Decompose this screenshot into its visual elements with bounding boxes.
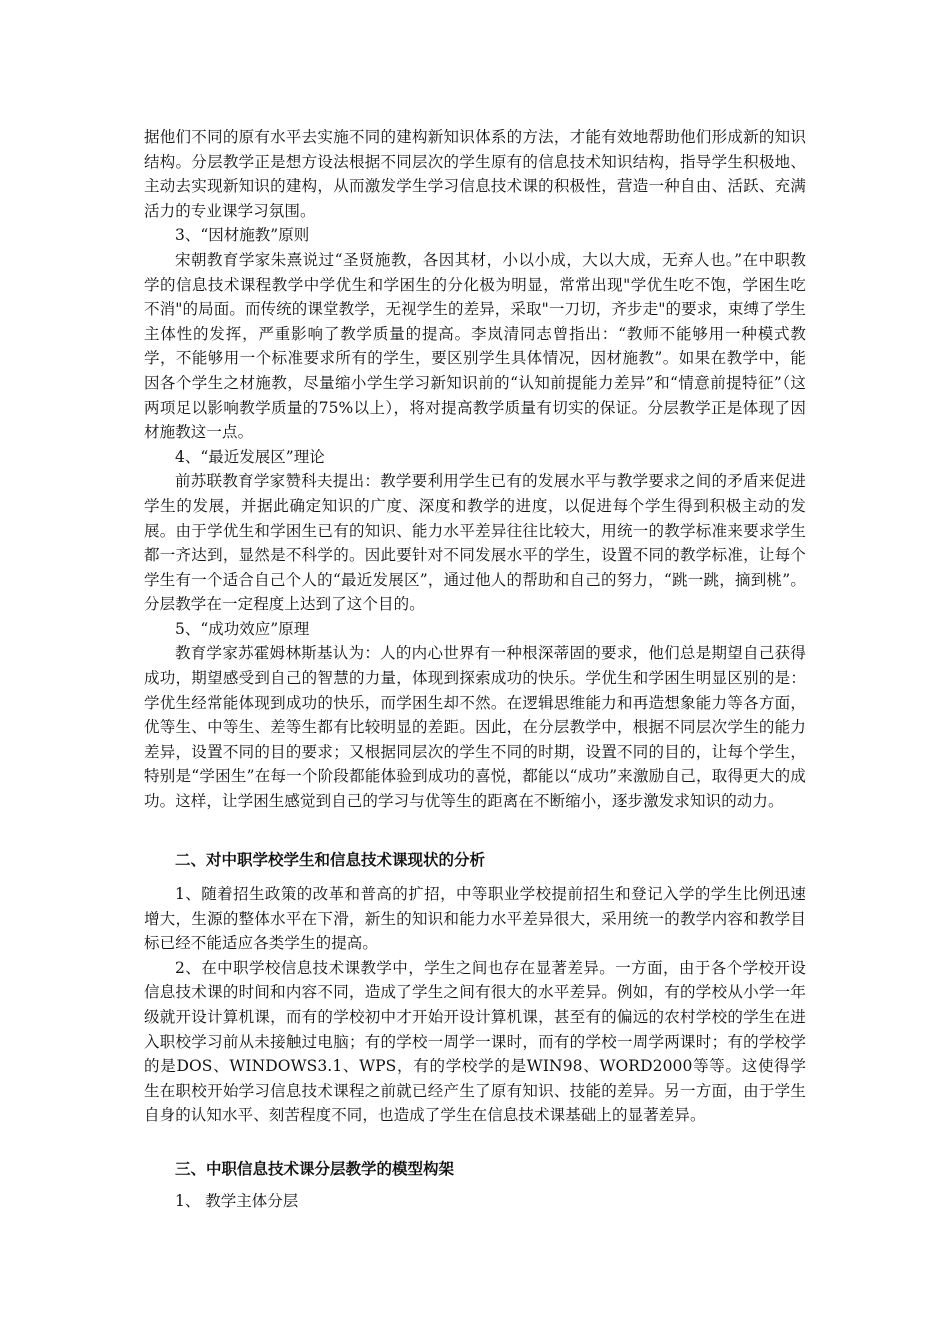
section-analysis-body — [144, 882, 806, 1128]
paragraph-teach-by-aptitude: 宋朝教育学家朱熹说过“圣贤施教，各因其材，小以小成，大以大成，无弃人也。”在中职教学的信息技术课程教学中学优生和学困生的分化极为明显，常常出现"学优生吃不饱，学困生吃不消"的局面。而传统的课堂教学，无视学生的差异，采取"一刀切，齐步走"的要求，束缚了学生主体性的发挥，严重影响了教学质量的提高。李岚清同志曾指出：“教师不能够用一种模式教学，不能够用一个标准要求所有的学生，要区别学生具体情况，因材施教”。如果在教学中，能因各个学生之材施教，尽量缩小学生学习新知识前的“认知前提能力差异”和“情意前提特征”（这两项足以影响教学质量的75%以上），将对提高教学质量有切实的保证。分层教学正是体现了因材施教这一点。 — [144, 250, 806, 442]
paragraph-success-effect: 教育学家苏霍姆林斯基认为：人的内心世界有一种根深蒂固的要求，他们总是期望自己获得成功，期望感受到自己的智慧的力量，体现到探索成功的快乐。学优生和学困生明显区别的是：学优生经常能体现到成功的快乐，而学困生却不然。在逻辑思维能力和再造想象能力等各方面，优等生、中等生、差等生都有比较明显的差距。因此，在分层教学中，根据不同层次学生的能力差异，设置不同的目的要求；又根据同层次的学生不同的时期，设置不同的目的，让每个学生，特别是“学困生”在每一个阶段都能体验到成功的喜悦，都能以“成功”来激励自己，取得更大的成功。这样，让学困生感觉到自己的学习与优等生的距离在不断缩小，逐步激发求知识的动力。 — [144, 644, 806, 811]
paragraph-analysis-1: 1、随着招生政策的改革和普高的扩招，中等职业学校提前招生和登记入学的学生比例迅速增大，生源的整体水平在下滑，新生的知识和能力水平差异很大，采用统一的教学内容和教学目标已经不能适应各类学生的提高。 — [144, 885, 806, 953]
paragraph-zone-of-proximal-development: 前苏联教育学家赞科夫提出：教学要利用学生已有的发展水平与教学要求之间的矛盾来促进学生的发展，并据此确定知识的广度、深度和教学的进度，以促进每个学生得到积极主动的发展。由于学优生和学困生已有的知识、能力水平差异往往比较大，用统一的教学标准来要求学生都一齐达到，显然是不科学的。因此要针对不同发展水平的学生，设置不同的教学标准，让每个学生有一个适合自己个人的“最近发展区”，通过他人的帮助和自己的努力，“跳一跳，摘到桃”。分层教学在一定程度上达到了这个目的。 — [144, 472, 806, 614]
paragraph-intro: 据他们不同的原有水平去实施不同的建构新知识体系的方法，才能有效地帮助他们形成新的知识结构。分层教学正是想方设法根据不同层次的学生原有的信息技术知识结构，指导学生积极地、主动去实现新知识的建构，从而激发学生学习信息技术课的积极性，营造一种自由、活跃、充满活力的专业课学习氛围。 — [144, 128, 806, 220]
list-item-teaching-subject-layering: 1、 教学主体分层 — [175, 1192, 299, 1210]
section-heading-model: 三、中职信息技术课分层教学的模型构架 — [175, 1160, 455, 1178]
section-analysis — [144, 848, 806, 873]
section-model — [144, 1157, 806, 1182]
subheading-teach-by-aptitude: 3、“因材施教”原则 — [175, 226, 310, 245]
section-model-body — [144, 1189, 806, 1214]
section-heading-analysis: 二、对中职学校学生和信息技术课现状的分析 — [175, 851, 486, 869]
subheading-zone-of-proximal-development: 4、“最近发展区”理论 — [175, 447, 325, 466]
section-theory — [144, 125, 806, 814]
subheading-success-effect: 5、“成功效应”原理 — [175, 619, 310, 638]
paragraph-analysis-2: 2、在中职学校信息技术课教学中，学生之间也存在显著差异。一方面，由于各个学校开设信息技术课的时间和内容不同，造成了学生之间有很大的水平差异。例如，有的学校从小学一年级就开设计算机课，而有的学校初中才开始开设计算机课，甚至有的偏远的农村学校的学生在进入职校学习前从未接触过电脑；有的学校一周学一课时，而有的学校一周学两课时；有的学校学的是DOS、WINDOWS3.1、WPS，有的学校学的是WIN98、WORD2000等等。这使得学生在职校开始学习信息技术课程之前就已经产生了原有知识、技能的差异。另一方面，由于学生自身的认知水平、刻苦程度不同，也造成了学生在信息技术课基础上的显著差异。 — [144, 958, 806, 1125]
